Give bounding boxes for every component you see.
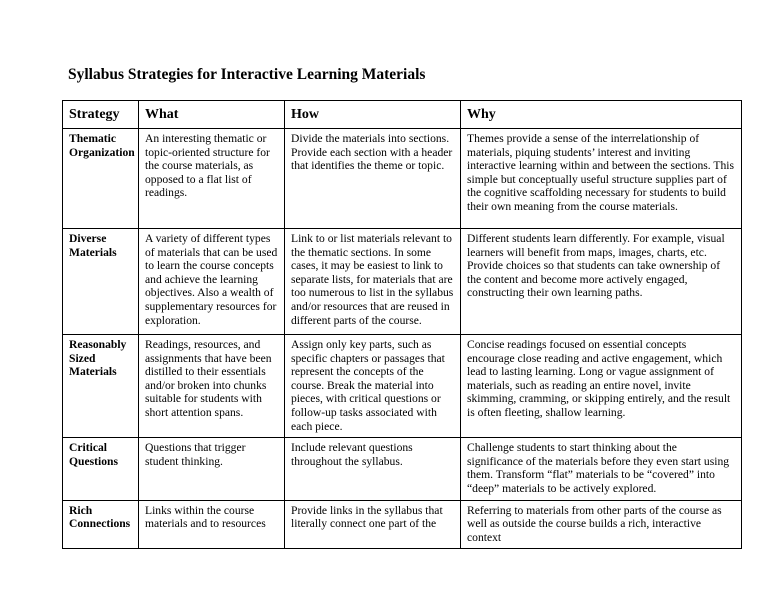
strategy-cell: Diverse Materials <box>63 229 139 335</box>
strategies-table <box>62 100 742 549</box>
what-cell: Links within the course materials and to resources <box>139 500 285 549</box>
table-row <box>63 335 742 438</box>
why-cell: Concise readings focused on essential concepts encourage close reading and active engagement, which lead to lasting learning. Long or vague assignment of materials, such as reading an entire novel, invite skimming, cramming, or skipping entirely, and the result is often fleeting, shallow learning. <box>461 335 742 438</box>
what-cell: An interesting thematic or topic-oriented structure for the course materials, as opposed to a flat list of readings. <box>139 129 285 229</box>
why-cell: Challenge students to start thinking about the significance of the materials before they even start using them. Transform “flat” materials to be “covered” into “deep” materials to be actively explored. <box>461 438 742 500</box>
document-title: Syllabus Strategies for Interactive Learning Materials <box>68 66 426 83</box>
how-cell: Assign only key parts, such as specific chapters or passages that represent the concepts of the course. Break the material into pieces, with critical questions or follow-up tasks associated with each piece. <box>285 335 461 438</box>
table-row <box>63 229 742 335</box>
header-how: How <box>285 101 461 129</box>
header-why: Why <box>461 101 742 129</box>
header-what: What <box>139 101 285 129</box>
how-cell: Include relevant questions throughout the syllabus. <box>285 438 461 500</box>
strategy-cell: Thematic Organization <box>63 129 139 229</box>
table-row <box>63 438 742 500</box>
why-cell: Referring to materials from other parts of the course as well as outside the course builds a rich, interactive context <box>461 500 742 549</box>
strategy-cell: Reasonably Sized Materials <box>63 335 139 438</box>
table-header-row <box>63 101 742 129</box>
what-cell: Questions that trigger student thinking. <box>139 438 285 500</box>
table-row <box>63 500 742 549</box>
header-strategy: Strategy <box>63 101 139 129</box>
what-cell: Readings, resources, and assignments that have been distilled to their essentials and/or broken into chunks suitable for students with short attention spans. <box>139 335 285 438</box>
how-cell: Divide the materials into sections. Provide each section with a header that identifies the theme or topic. <box>285 129 461 229</box>
strategy-cell: Critical Questions <box>63 438 139 500</box>
strategy-cell: Rich Connections <box>63 500 139 549</box>
how-cell: Provide links in the syllabus that literally connect one part of the <box>285 500 461 549</box>
table-row <box>63 129 742 229</box>
why-cell: Themes provide a sense of the interrelationship of materials, piquing students’ interest and inviting interactive learning within and between the sections. This simple but conceptually useful structure supplies part of the cognitive scaffolding necessary for students to build their own meaning from the course materials. <box>461 129 742 229</box>
why-cell: Different students learn differently. For example, visual learners will benefit from maps, images, charts, etc. Provide choices so that students can take ownership of the content and become more actively engaged, constructing their own learning paths. <box>461 229 742 335</box>
what-cell: A variety of different types of materials that can be used to learn the course concepts and achieve the learning objectives. Also a wealth of supplementary resources for exploration. <box>139 229 285 335</box>
how-cell: Link to or list materials relevant to the thematic sections. In some cases, it may be easiest to link to separate lists, for materials that are too numerous to list in the syllabus and/or resources that are reused in different parts of the course. <box>285 229 461 335</box>
